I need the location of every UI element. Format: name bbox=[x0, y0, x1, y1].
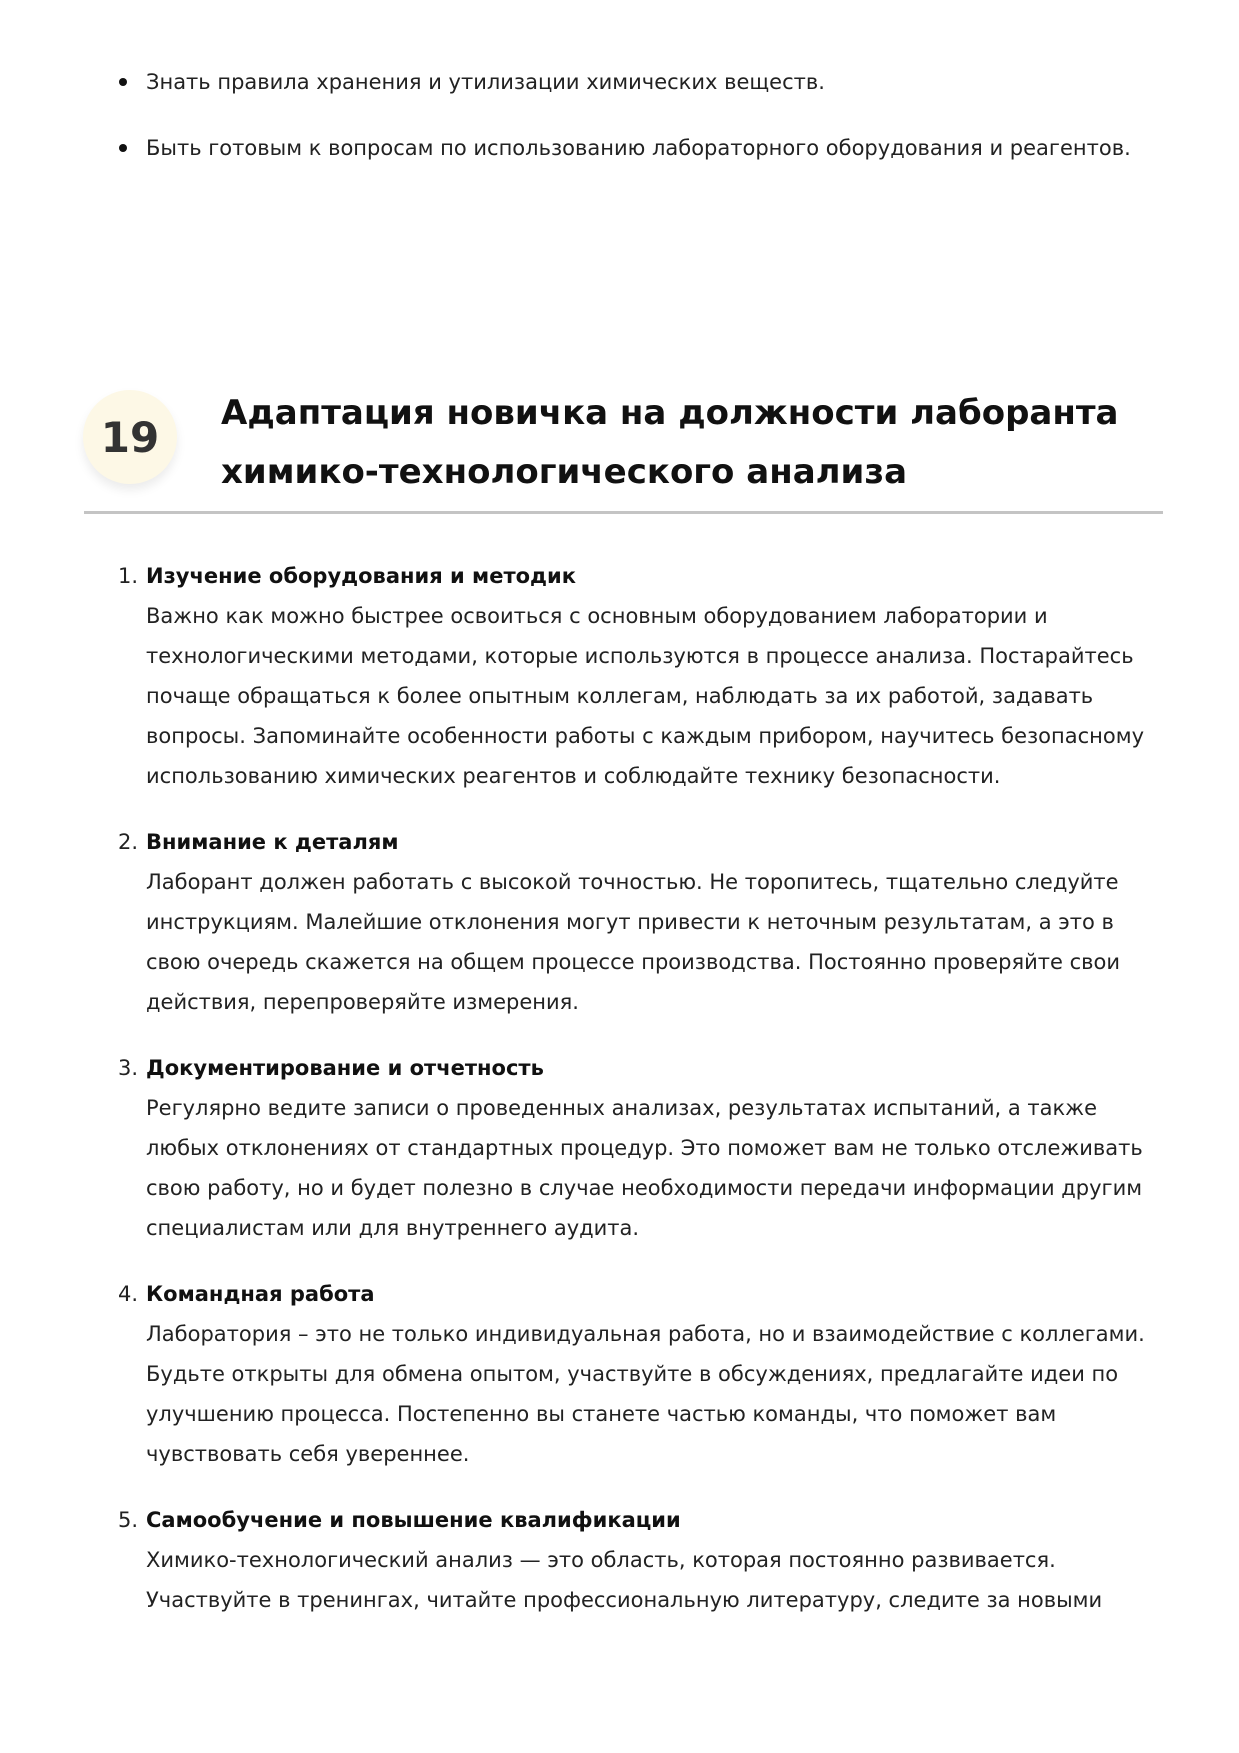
item-number: 2. bbox=[118, 830, 139, 854]
item-body: Лаборатория – это не только индивидуальная работа, но и взаимодействие с коллегами. Будьте открыты для обмена опытом, участвуйте в обсуждениях, предлагайте идеи по улучшению процесса. Постепенно вы станете частью команды, что поможет вам чувствовать себя увереннее. bbox=[146, 1322, 1145, 1466]
list-item bbox=[118, 1048, 1171, 1248]
bullet-item: Быть готовым к вопросам по использованию лабораторного оборудования и реагентов. bbox=[146, 128, 1166, 168]
item-number: 5. bbox=[118, 1508, 139, 1532]
item-body: Лаборант должен работать с высокой точностью. Не торопитесь, тщательно следуйте инструкциям. Малейшие отклонения могут привести к неточным результатам, а это в свою очередь скажется на общем процессе производства. Постоянно проверяйте свои действия, перепроверяйте измерения. bbox=[146, 870, 1121, 1014]
list-item bbox=[118, 556, 1171, 796]
item-number: 3. bbox=[118, 1056, 139, 1080]
section-number-badge: 19 bbox=[83, 390, 177, 484]
item-body: Важно как можно быстрее освоиться с основным оборудованием лаборатории и технологическими методами, которые используются в процессе анализа. Постарайтесь почаще обращаться к более опытным коллегам, наблюдать за их работой, задавать вопросы. Запоминайте особенности работы с каждым прибором, научитесь безопасному использованию химических реагентов и соблюдайте технику безопасности. bbox=[146, 604, 1144, 788]
bullet-item: Знать правила хранения и утилизации химических веществ. bbox=[146, 62, 1166, 102]
section-title: Адаптация новичка на должности лаборанта химико-технологического анализа bbox=[221, 393, 1119, 492]
list-item bbox=[118, 1500, 1171, 1620]
item-heading: Изучение оборудования и методик bbox=[146, 564, 576, 588]
divider bbox=[84, 511, 1163, 514]
bullet-list bbox=[146, 62, 1166, 194]
item-number: 1. bbox=[118, 564, 139, 588]
list-item bbox=[118, 1274, 1171, 1474]
item-body: Химико-технологический анализ — это область, которая постоянно развивается. Участвуйте в тренингах, читайте профессиональную литературу, следите за новыми bbox=[146, 1548, 1103, 1612]
item-heading: Самообучение и повышение квалификации bbox=[146, 1508, 681, 1532]
item-heading: Внимание к деталям bbox=[146, 830, 399, 854]
item-heading: Документирование и отчетность bbox=[146, 1056, 544, 1080]
item-number: 4. bbox=[118, 1282, 139, 1306]
numbered-list bbox=[118, 556, 1171, 1646]
item-heading: Командная работа bbox=[146, 1282, 375, 1306]
item-body: Регулярно ведите записи о проведенных анализах, результатах испытаний, а также любых отклонениях от стандартных процедур. Это поможет вам не только отслеживать свою работу, но и будет полезно в случае необходимости передачи информации другим специалистам или для внутреннего аудита. bbox=[146, 1096, 1143, 1240]
list-item bbox=[118, 822, 1171, 1022]
